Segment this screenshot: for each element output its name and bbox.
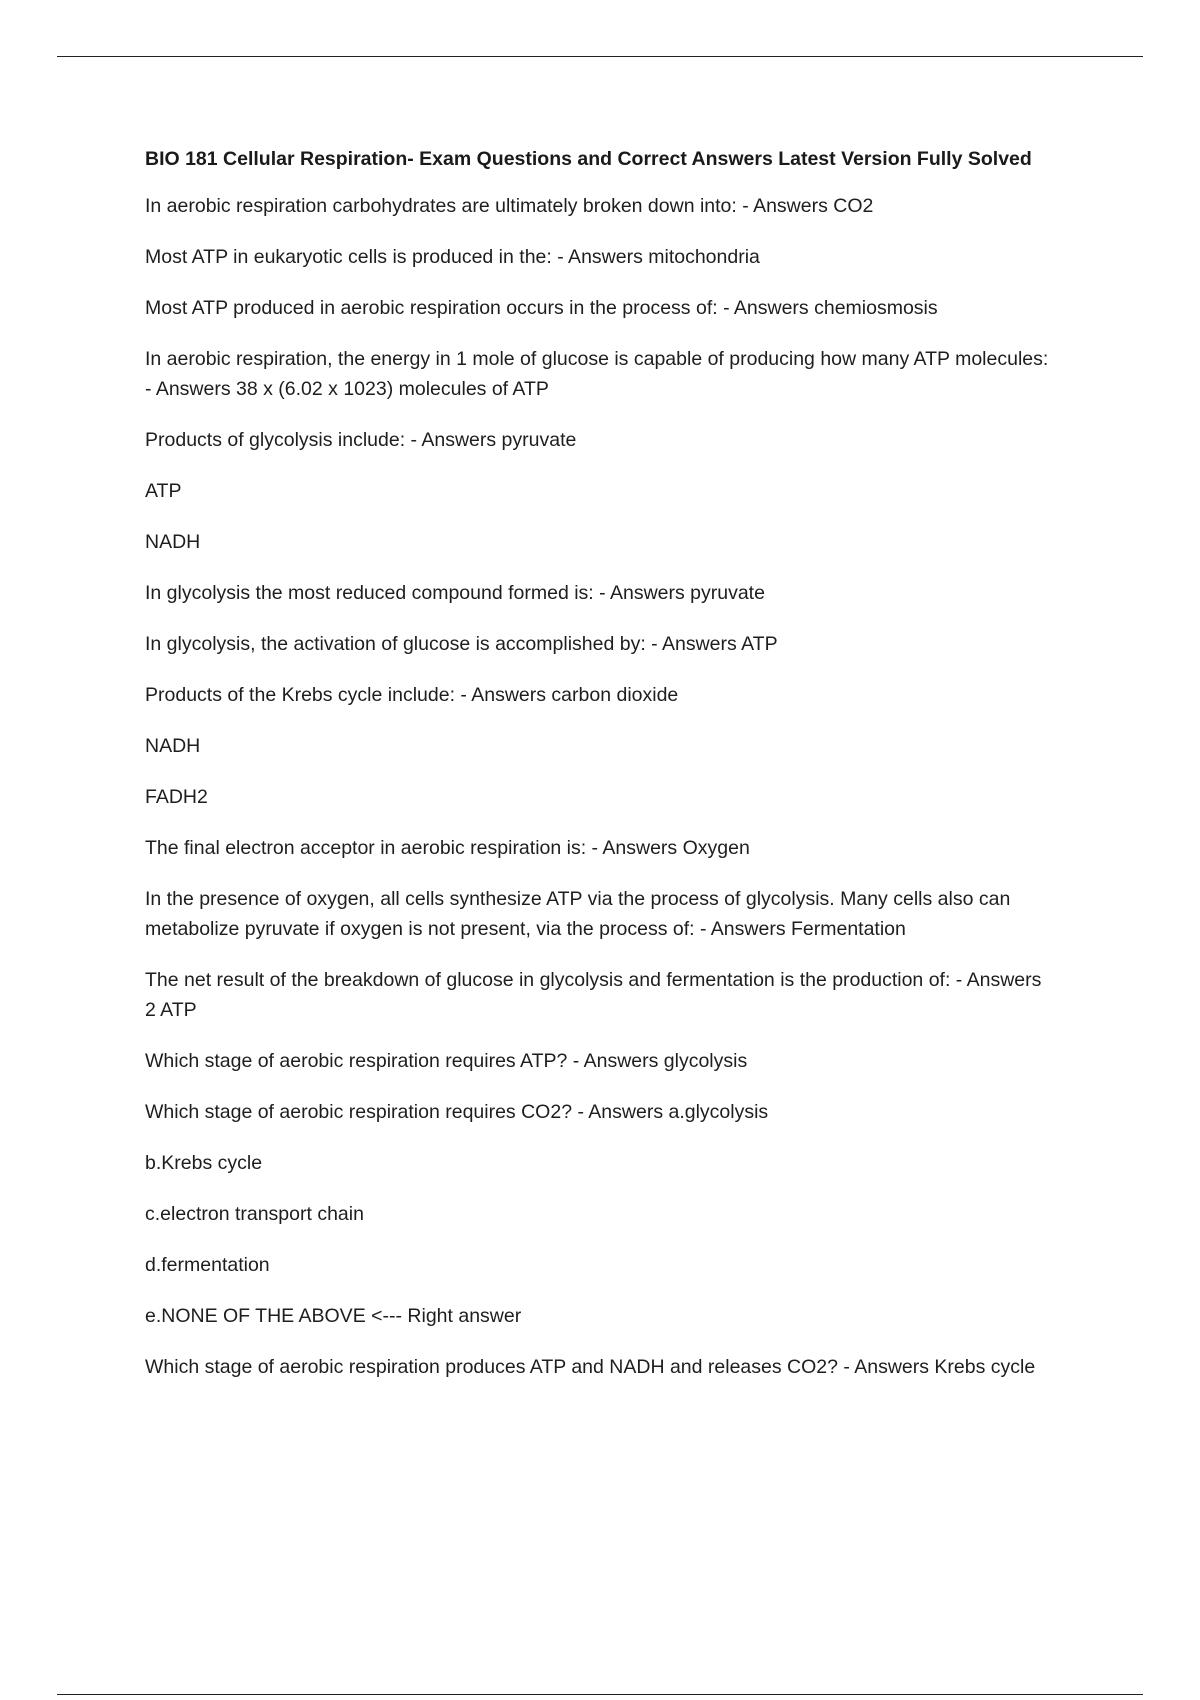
qa-paragraph: b.Krebs cycle bbox=[145, 1152, 263, 1174]
qa-paragraph: Which stage of aerobic respiration requires CO2? - Answers a.glycolysis bbox=[145, 1101, 769, 1123]
qa-paragraph: NADH bbox=[145, 531, 201, 553]
qa-paragraph: In aerobic respiration carbohydrates are ultimately broken down into: - Answers CO2 bbox=[145, 195, 874, 217]
qa-paragraph: Which stage of aerobic respiration produces ATP and NADH and releases CO2? - Answers Krebs cycle bbox=[145, 1356, 1036, 1378]
qa-paragraph: Most ATP produced in aerobic respiration occurs in the process of: - Answers chemiosmosis bbox=[145, 297, 938, 319]
document-body bbox=[145, 144, 1095, 1403]
document-title: BIO 181 Cellular Respiration- Exam Questions and Correct Answers Latest Version Fully Solved bbox=[145, 148, 1032, 170]
bottom-divider bbox=[57, 1694, 1143, 1695]
qa-paragraph: c.electron transport chain bbox=[145, 1203, 364, 1225]
qa-paragraph: Which stage of aerobic respiration requires ATP? - Answers glycolysis bbox=[145, 1050, 748, 1072]
qa-paragraph: In glycolysis, the activation of glucose is accomplished by: - Answers ATP bbox=[145, 633, 778, 655]
qa-paragraph: In aerobic respiration, the energy in 1 mole of glucose is capable of producing how many ATP molecules: - Answers 38 x (6.02 x 1023) molecules of ATP bbox=[145, 348, 1049, 400]
qa-paragraph: In glycolysis the most reduced compound formed is: - Answers pyruvate bbox=[145, 582, 765, 604]
qa-paragraph: Products of the Krebs cycle include: - Answers carbon dioxide bbox=[145, 684, 679, 706]
qa-paragraph: NADH bbox=[145, 735, 201, 757]
qa-paragraph: FADH2 bbox=[145, 786, 208, 808]
top-divider bbox=[57, 56, 1143, 57]
qa-paragraph: The net result of the breakdown of glucose in glycolysis and fermentation is the production of: - Answers 2 ATP bbox=[145, 969, 1042, 1021]
qa-paragraph: In the presence of oxygen, all cells synthesize ATP via the process of glycolysis. Many cells also can metabolize pyruvate if oxygen is not present, via the process of: - Answers Fermentation bbox=[145, 888, 1011, 940]
qa-paragraph: The final electron acceptor in aerobic respiration is: - Answers Oxygen bbox=[145, 837, 750, 859]
qa-paragraph: ATP bbox=[145, 480, 182, 502]
qa-paragraph: Most ATP in eukaryotic cells is produced in the: - Answers mitochondria bbox=[145, 246, 760, 268]
qa-paragraph: d.fermentation bbox=[145, 1254, 270, 1276]
qa-paragraph: Products of glycolysis include: - Answers pyruvate bbox=[145, 429, 577, 451]
qa-paragraph: e.NONE OF THE ABOVE <--- Right answer bbox=[145, 1305, 522, 1327]
